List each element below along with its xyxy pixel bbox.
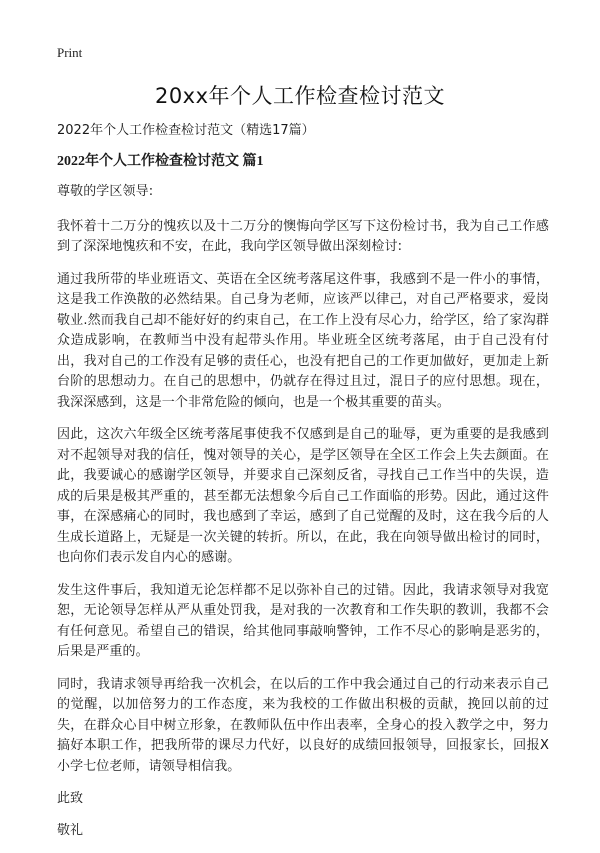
print-link[interactable]: Print: [57, 45, 83, 60]
paragraph-2: 通过我所带的毕业班语文、英语在全区统考落尾这件事，我感到不是一件小的事情，这是我工作涣散的必然结果。自己身为老师，应该严以律己，对自己严格要求，爱岗敬业.然而我自己却不能好好的约束自己，在工作上没有尽心力，给学区，给了家沟群众造成影响，在教师当中没有起带头作用。毕业班全区统考落尾，由于自己没有付出，我对自己的工作没有足够的责任心，也没有把自己的工作更加做好，更加走上新台阶的思想动力。在自己的思想中，仍就存在得过且过，混日子的应付思想。现在，我深深感到，这是一个非常危险的倾向，也是一个极其重要的苗头。: [57, 271, 549, 410]
document-title: 20xx年个人工作检查检讨范文: [154, 84, 446, 108]
document-subtitle: 2022年个人工作检查检讨范文（精选17篇）: [57, 123, 315, 138]
section-heading: 2022年个人工作检查检讨范文 篇1: [57, 154, 264, 169]
closing-salute: 敬礼: [57, 823, 84, 838]
greeting: 尊敬的学区领导:: [57, 184, 154, 199]
paragraph-4: 发生这件事后，我知道无论怎样都不足以弥补自己的过错。因此，我请求领导对我宽恕，无论领导怎样从严从重处罚我，是对我的一次教育和工作失职的教训，我都不会有任何意见。希望自己的错误，给其他同事敲响警钟，工作不尽心的影响是恶劣的，后果是严重的。: [57, 582, 549, 659]
closing-regards: 此致: [57, 791, 84, 806]
paragraph-1: 我怀着十二万分的愧疚以及十二万分的懊悔向学区写下这份检讨书，我为自己工作感到了深深地愧疚和不安，在此，我向学区领导做出深刻检讨:: [57, 218, 549, 254]
document-body: [57, 122, 549, 853]
paragraph-5: 同时，我请求领导再给我一次机会，在以后的工作中我会通过自己的行动来表示自己的觉醒，以加倍努力的工作态度，来为我校的工作做出积极的贡献，挽回以前的过失，在群众心目中树立形象，在教师队伍中作出表率，全身心的投入教学之中，努力搞好本职工作，把我所带的课尽力代好，以良好的成绩回报领导，回报家长，回报X小学七位老师，请领导相信我。: [57, 676, 549, 774]
paragraph-3: 因此，这次六年级全区统考落尾事使我不仅感到是自己的耻辱，更为重要的是我感到对不起领导对我的信任，愧对领导的关心，是学区领导在全区工作会上失去颜面。在此，我要诚心的感谢学区领导，并要求自己深刻反省，寻找自己工作当中的失误，造成的后果是极其严重的，甚至都无法想象今后自己工作面临的形势。因此，通过这件事，在深感痛心的同时，我也感到了幸运，感到了自己觉醒的及时，这在我今后的人生成长道路上，无疑是一次关键的转折。所以，在此，我在向领导做出检讨的同时，也向你们表示发自内心的感谢。: [57, 427, 549, 565]
